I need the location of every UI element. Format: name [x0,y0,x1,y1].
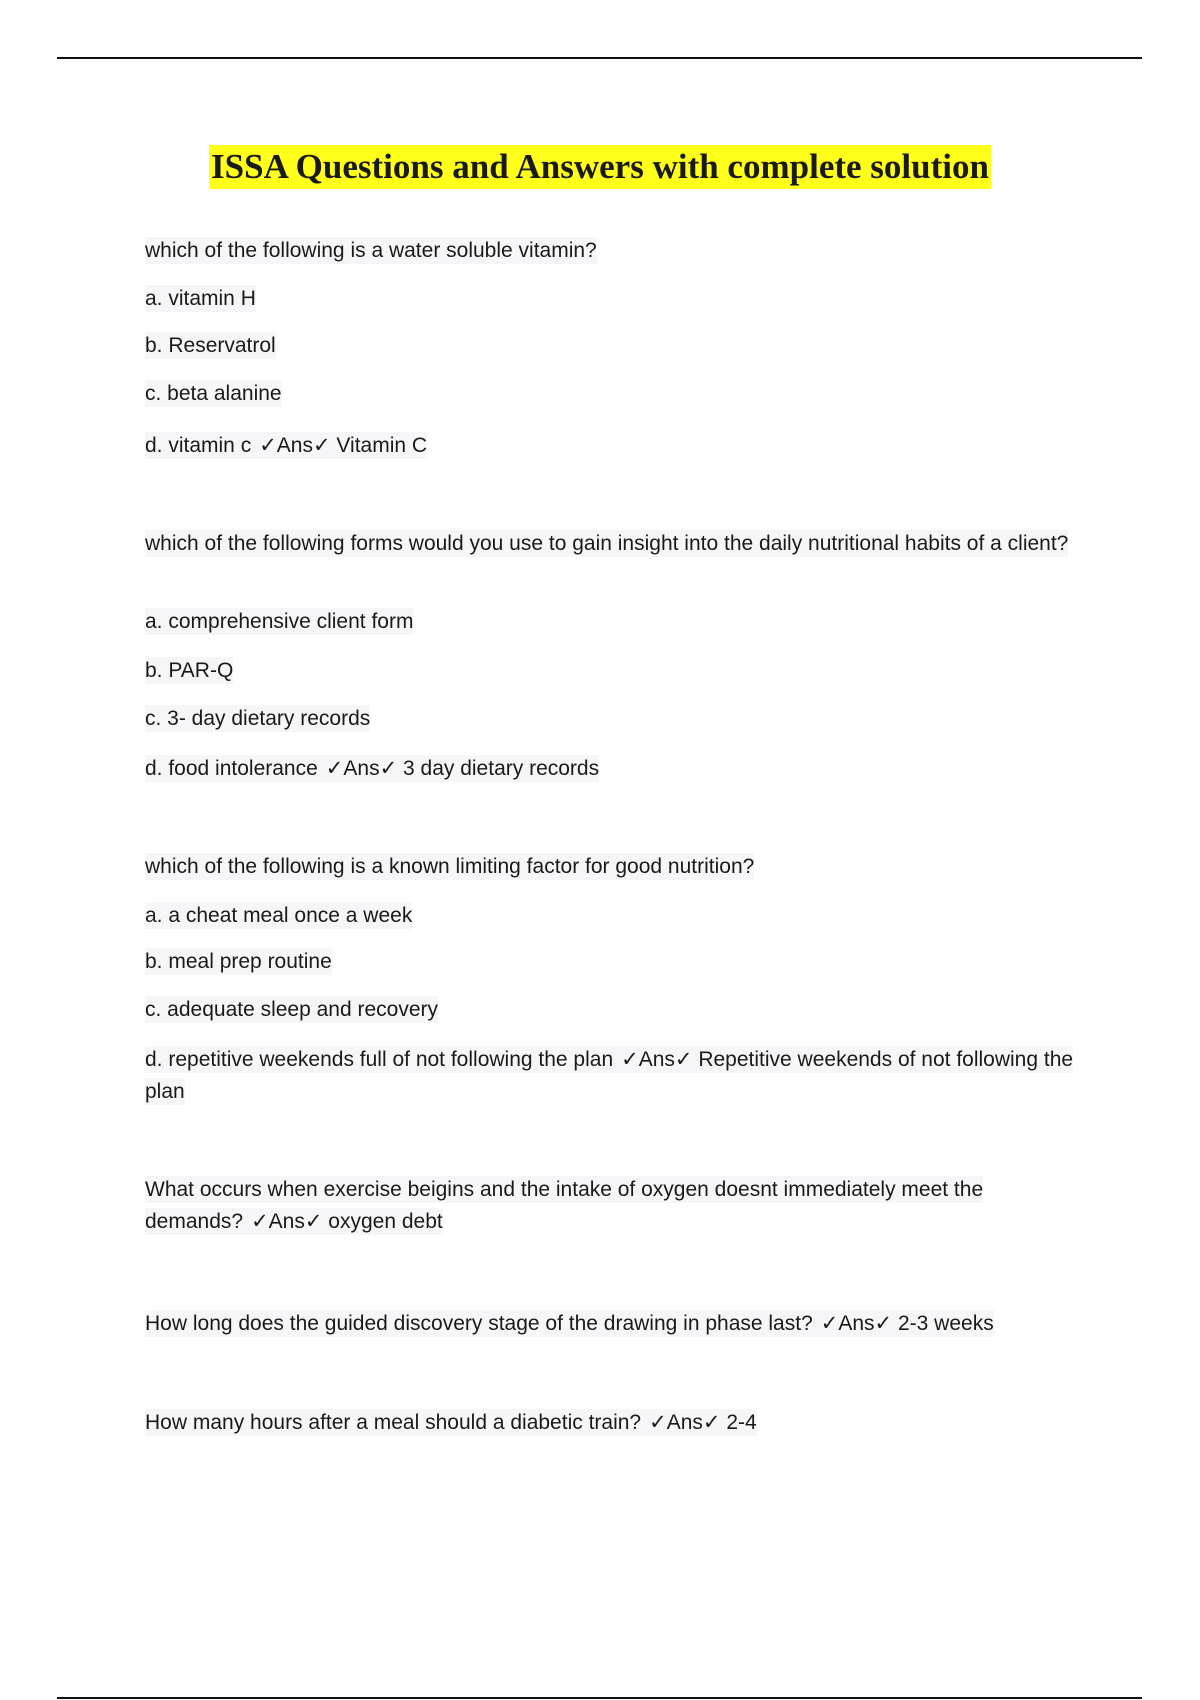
question-2-answer: ✓Ans✓ 3 day dietary records [325,757,600,780]
question-3-option-c: c. adequate sleep and recovery [145,998,439,1021]
question-1-option-a: a. vitamin H [145,287,256,310]
question-3-option-d: d. repetitive weekends full of not following the plan ✓Ans✓ Repetitive weekends of not following the plan [145,1048,1074,1103]
question-2-option-b: b. PAR-Q [145,659,234,682]
question-2-option-a: a. comprehensive client form [145,610,414,633]
question-1-text: which of the following is a water soluble vitamin? [145,239,597,262]
question-6-text: How many hours after a meal should a diabetic train? ✓Ans✓ 2-4 [145,1411,757,1434]
question-5-answer: ✓Ans✓ 2-3 weeks [820,1312,994,1335]
title-container [0,145,1200,189]
question-1-option-c: c. beta alanine [145,382,282,405]
question-3-answer: ✓Ans✓ Repetitive weekends of not following the plan [145,1048,1074,1103]
question-3-text: which of the following is a known limiting factor for good nutrition? [145,855,755,878]
question-5-text: How long does the guided discovery stage of the drawing in phase last? ✓Ans✓ 2-3 weeks [145,1312,994,1335]
top-rule [57,57,1142,59]
document-title: ISSA Questions and Answers with complete solution [209,145,991,189]
question-1-option-b: b. Reservatrol [145,334,276,357]
question-1-option-d: d. vitamin c ✓Ans✓ Vitamin C [145,434,428,457]
question-2-text: which of the following forms would you use to gain insight into the daily nutritional habits of a client? [145,532,1069,555]
question-2-option-c: c. 3- day dietary records [145,707,371,730]
question-3-option-b: b. meal prep routine [145,950,332,973]
question-1-answer: ✓Ans✓ Vitamin C [259,434,428,457]
question-2-option-d: d. food intolerance ✓Ans✓ 3 day dietary records [145,757,600,780]
question-6-answer: ✓Ans✓ 2-4 [649,1411,757,1434]
question-4-text: What occurs when exercise beigins and the intake of oxygen doesnt immediately meet the demands? ✓Ans✓ oxygen debt [145,1178,984,1233]
bottom-rule [57,1697,1142,1699]
question-3-option-a: a. a cheat meal once a week [145,904,413,927]
question-4-answer: ✓Ans✓ oxygen debt [251,1210,443,1233]
